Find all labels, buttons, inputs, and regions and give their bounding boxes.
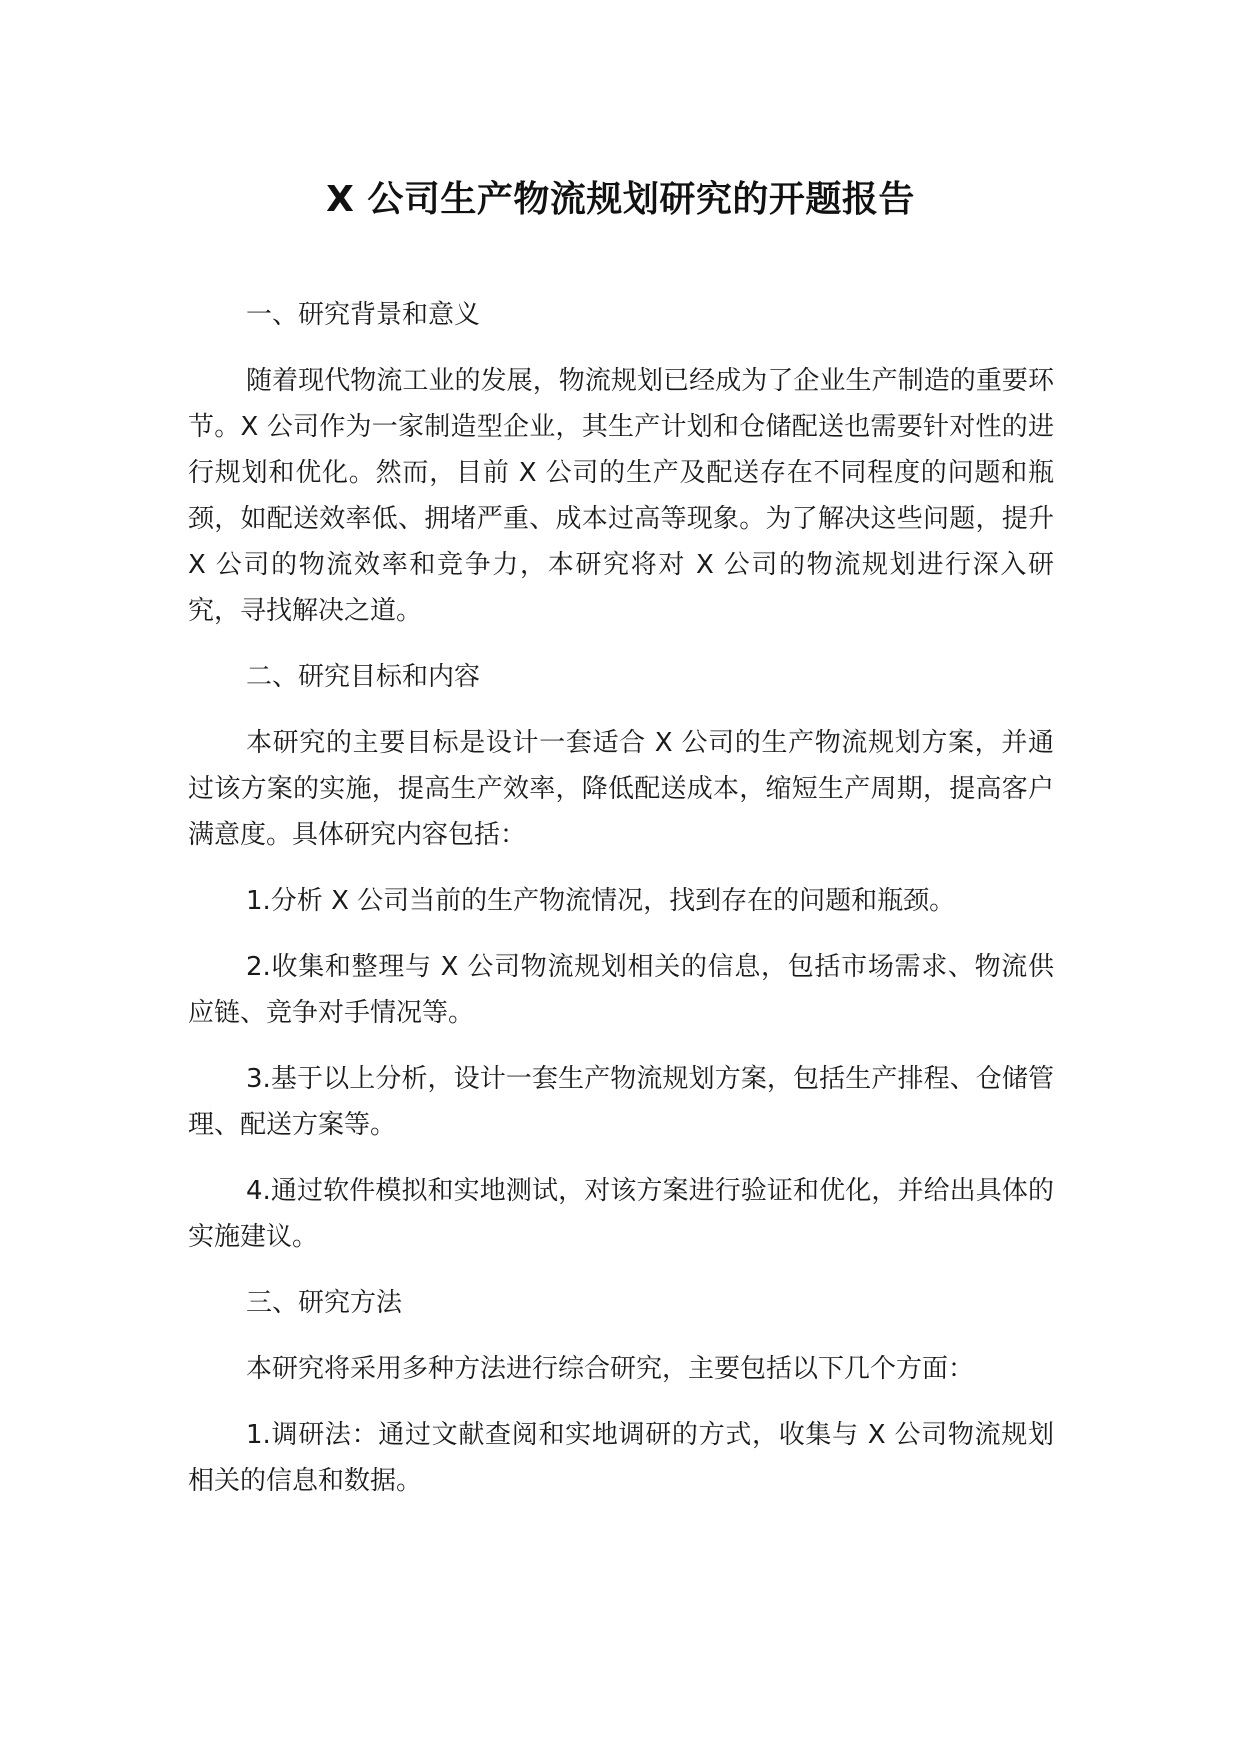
list-item: 1.调研法：通过文献查阅和实地调研的方式，收集与 X 公司物流规划相关的信息和数据。: [188, 1420, 1054, 1496]
list-item: 2.收集和整理与 X 公司物流规划相关的信息，包括市场需求、物流供应链、竞争对手情况等。: [188, 952, 1054, 1028]
paragraph-goals: 本研究的主要目标是设计一套适合 X 公司的生产物流规划方案，并通过该方案的实施，提高生产效率，降低配送成本，缩短生产周期，提高客户满意度。具体研究内容包括：: [188, 728, 1054, 850]
document-body: [188, 292, 1054, 1524]
list-item: 3.基于以上分析，设计一套生产物流规划方案，包括生产排程、仓储管理、配送方案等。: [188, 1064, 1054, 1140]
document-title: X 公司生产物流规划研究的开题报告: [326, 179, 915, 220]
list-item: 1.分析 X 公司当前的生产物流情况，找到存在的问题和瓶颈。: [246, 886, 956, 916]
section-heading-background: 一、研究背景和意义: [246, 300, 481, 330]
section-heading-methods: 三、研究方法: [246, 1288, 403, 1318]
list-item: 4.通过软件模拟和实地测试，对该方案进行验证和优化，并给出具体的实施建议。: [188, 1176, 1054, 1252]
paragraph-background: 随着现代物流工业的发展，物流规划已经成为了企业生产制造的重要环节。X 公司作为一家制造型企业，其生产计划和仓储配送也需要针对性的进行规划和优化。然而，目前 X 公司的生产及配送存在不同程度的问题和瓶颈，如配送效率低、拥堵严重、成本过高等现象。为了解决这些问题，提升 X 公司的物流效率和竞争力，本研究将对 X 公司的物流规划进行深入研究，寻找解决之道。: [188, 366, 1054, 626]
section-heading-goals: 二、研究目标和内容: [246, 662, 481, 692]
paragraph-methods: 本研究将采用多种方法进行综合研究，主要包括以下几个方面：: [246, 1354, 975, 1384]
